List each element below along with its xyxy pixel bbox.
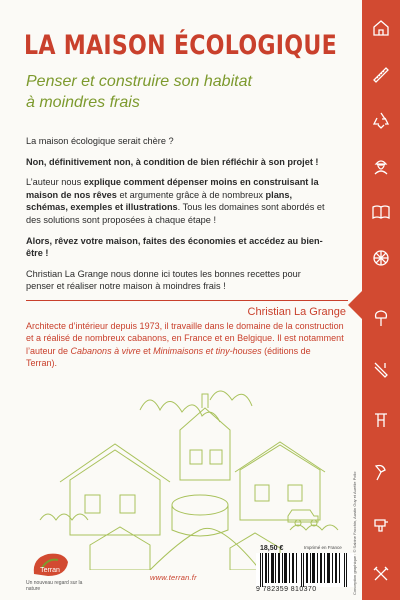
crossed-tools-icon xyxy=(371,564,391,584)
blurb xyxy=(26,135,326,301)
design-credits: Conception graphique : © Sabine Facchin, Austin Guy et Aurélie Pollo xyxy=(352,471,357,595)
blurb-exclamation: Alors, rêvez votre maison, faites des économies et accédez au bien-être ! xyxy=(26,235,323,259)
drill-icon xyxy=(371,462,391,482)
printed-in: Imprimé en France xyxy=(304,545,342,550)
saw-icon xyxy=(371,64,391,84)
blurb-answer: Non, définitivement non, à condition de bien réfléchir à son projet ! xyxy=(26,156,319,167)
terran-logo xyxy=(28,548,74,580)
author-name: Christian La Grange xyxy=(247,306,346,318)
subtitle-line-1: Penser et construire son habitat xyxy=(26,73,252,90)
worker-icon xyxy=(371,156,391,176)
author-bio: Architecte d’intérieur depuis 1973, il travaille dans le domaine de la construction et a réalisé de nombreux cabanons, en France et en Belgique. Il est notamment l’auteur de Cabanons à vivre et Minimaisons et tiny-houses (éditions de Terran). xyxy=(26,321,344,369)
icon-sidebar xyxy=(362,0,400,600)
book-icon xyxy=(371,202,391,222)
recycle-icon xyxy=(371,110,391,130)
subtitle-line-2: à moindres frais xyxy=(26,94,140,111)
publisher-url[interactable]: www.terran.fr xyxy=(150,573,197,582)
tools-icon xyxy=(371,360,391,380)
logo-text: Terran xyxy=(40,567,60,574)
wrench-icon xyxy=(371,514,391,534)
barcode-number: 9 782359 810370 xyxy=(256,586,317,593)
house-icon xyxy=(371,18,391,38)
tree-icon xyxy=(371,308,391,328)
publisher-tagline: Un nouveau regard sur la nature xyxy=(26,580,83,592)
price: 18,50 € xyxy=(260,545,284,552)
book-subtitle xyxy=(26,71,326,113)
author-divider xyxy=(26,300,348,301)
blurb-description: L’auteur nous explique comment dépenser moins en construisant la maison de nos rêves et argumente grâce à de nombreux plans, schémas, exemples et illustrations. Tous les domaines sont abordés et des solutions sont proposées à chaque étape ! xyxy=(26,177,325,225)
village-illustration xyxy=(30,370,350,570)
book-title: LA MAISON ÉCOLOGIQUE xyxy=(24,30,337,61)
solar-panel-icon xyxy=(371,248,391,268)
axe-icon xyxy=(371,410,391,430)
barcode xyxy=(256,553,354,587)
blurb-closing: Christian La Grange nous donne ici toutes les bonnes recettes pour penser et réaliser notre maison à moindres frais ! xyxy=(26,268,301,292)
sidebar-tab xyxy=(348,291,362,319)
blurb-question: La maison écologique serait chère ? xyxy=(26,136,174,146)
